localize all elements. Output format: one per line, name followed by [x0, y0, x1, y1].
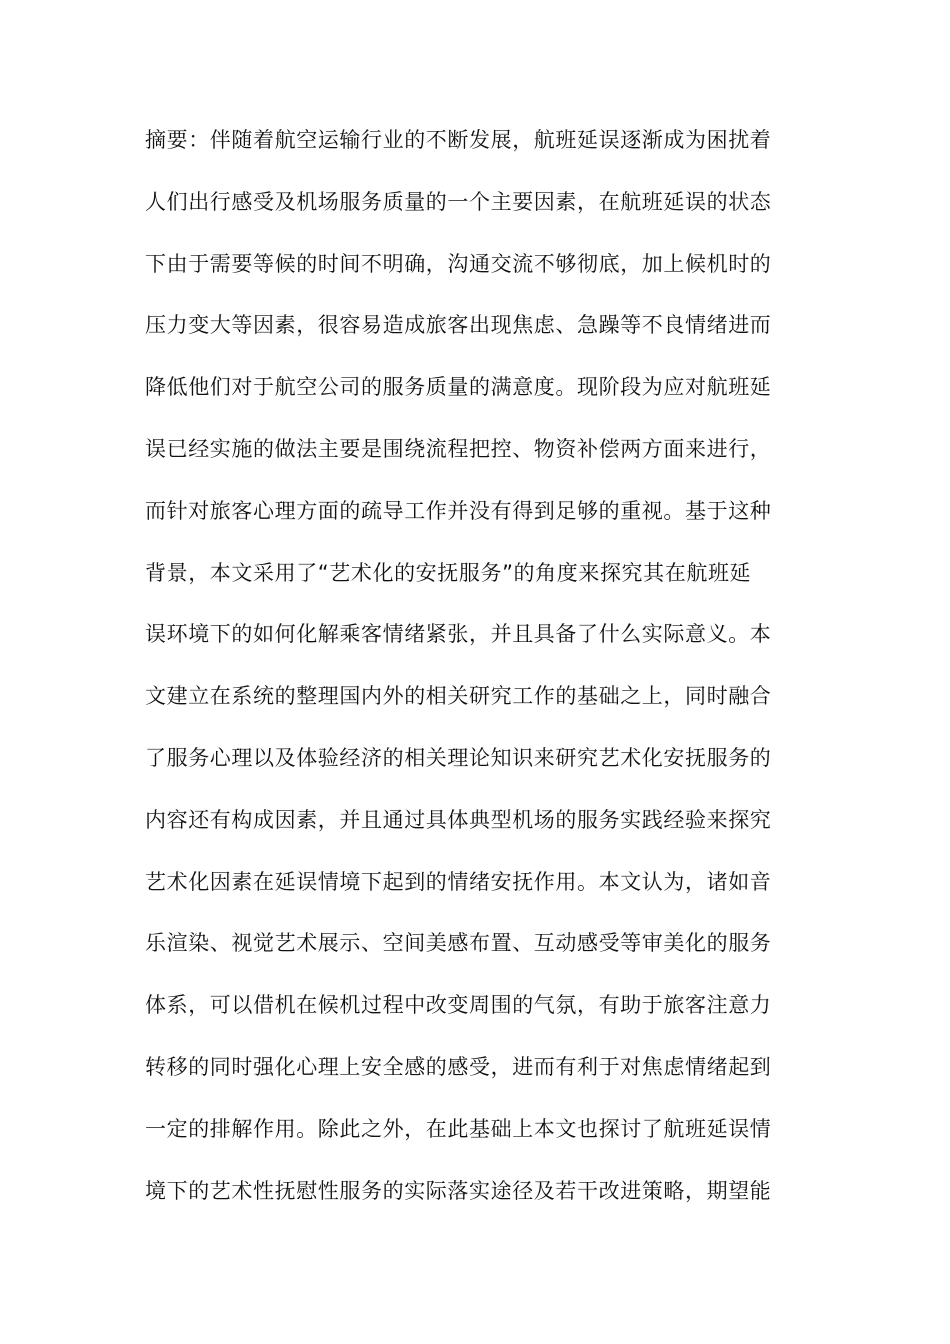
text-line: 人们出行感受及机场服务质量的一个主要因素，在航班延误的状态: [145, 189, 772, 214]
text-line: 背景，本文采用了“艺术化的安抚服务”的角度来探究其在航班延: [145, 560, 752, 585]
abstract-paragraph: [145, 118, 810, 1230]
text-line: 摘要：伴随着航空运输行业的不断发展，航班延误逐渐成为困扰着: [145, 128, 772, 152]
text-line: 艺术化因素在延误情境下起到的情绪安抚作用。本文认为，诸如音: [145, 869, 772, 894]
text-line: 内容还有构成因素，并且通过具体典型机场的服务实践经验来探究: [145, 807, 772, 832]
text-line: 一定的排解作用。除此之外，在此基础上本文也探讨了航班延误情: [145, 1116, 772, 1141]
text-line: 乐渲染、视觉艺术展示、空间美感布置、互动感受等审美化的服务: [145, 931, 772, 956]
text-line: 压力变大等因素，很容易造成旅客出现焦虑、急躁等不良情绪进而: [145, 313, 772, 338]
text-line: 下由于需要等候的时间不明确，沟通交流不够彻底，加上候机时的: [145, 251, 772, 276]
text-line: 文建立在系统的整理国内外的相关研究工作的基础之上，同时融合: [145, 684, 772, 709]
text-line: 境下的艺术性抚慰性服务的实际落实途径及若干改进策略，期望能: [145, 1178, 772, 1203]
text-line: 误已经实施的做法主要是围绕流程把控、物资补偿两方面来进行，: [145, 436, 772, 461]
text-line: 降低他们对于航空公司的服务质量的满意度。现阶段为应对航班延: [145, 375, 772, 400]
text-line: 了服务心理以及体验经济的相关理论知识来研究艺术化安抚服务的: [145, 745, 772, 770]
text-line: 转移的同时强化心理上安全感的感受，进而有利于对焦虑情绪起到: [145, 1054, 772, 1079]
text-line: 误环境下的如何化解乘客情绪紧张，并且具备了什么实际意义。本: [145, 622, 772, 647]
text-line: 体系，可以借机在候机过程中改变周围的气氛，有助于旅客注意力: [145, 993, 772, 1018]
text-line: 而针对旅客心理方面的疏导工作并没有得到足够的重视。基于这种: [145, 498, 772, 523]
